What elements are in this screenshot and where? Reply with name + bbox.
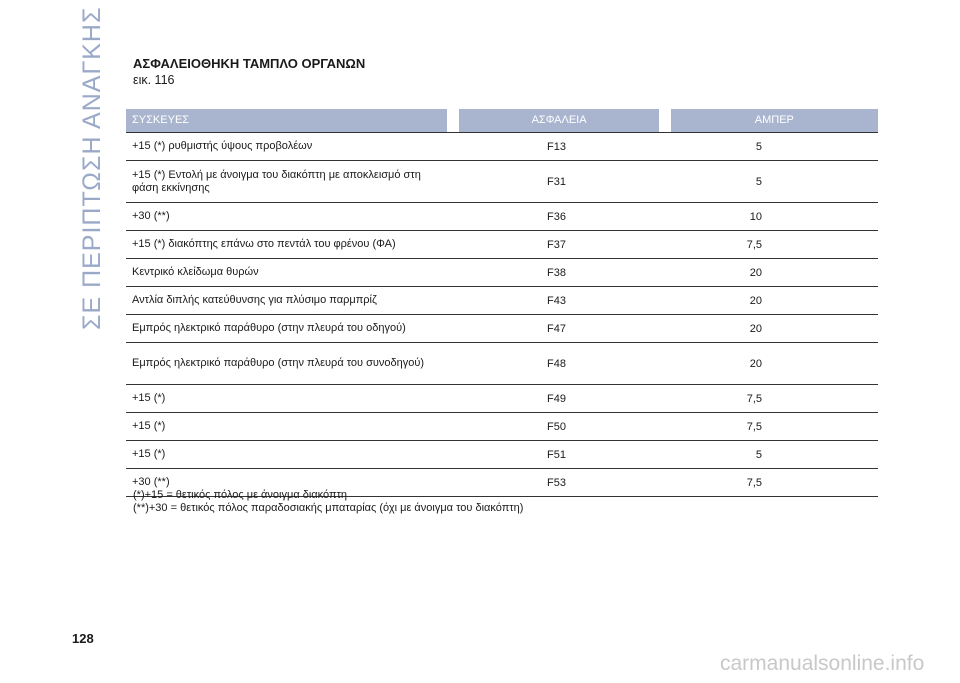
device-cell: +15 (*) (132, 448, 166, 460)
device-cell: Εμπρός ηλεκτρικό παράθυρο (στην πλευρά του συνοδηγού) (132, 357, 425, 369)
watermark: carmanualsonline.info (720, 652, 925, 675)
table-header (126, 109, 878, 132)
header-devices: ΣΥΣΚΕΥΕΣ (126, 109, 447, 132)
table-row (126, 385, 878, 413)
header-amp: ΑΜΠΕΡ (671, 109, 878, 132)
page-number: 128 (72, 631, 94, 646)
fuse-table (126, 109, 878, 497)
header-gap (447, 109, 459, 132)
table-row (126, 343, 878, 385)
table-row (126, 203, 878, 231)
fuse-cell: F31 (547, 175, 566, 188)
table-row (126, 161, 878, 203)
fuse-cell: F43 (547, 294, 566, 307)
footnotes (133, 489, 523, 515)
fuse-cell: F37 (547, 238, 566, 251)
chapter-side-title: ΣΕ ΠΕΡΙΠΤΩΣΗ ΑΝΑΓΚΗΣ (78, 6, 106, 330)
table-row (126, 259, 878, 287)
amp-cell: 10 (749, 210, 762, 223)
fuse-cell: F50 (547, 420, 566, 433)
figure-reference: εικ. 116 (133, 73, 175, 87)
fuse-cell: F47 (547, 322, 566, 335)
amp-cell: 7,5 (746, 476, 762, 489)
fuse-cell: F36 (547, 210, 566, 223)
table-row (126, 315, 878, 343)
device-cell: +30 (**) (132, 210, 170, 222)
device-cell: +15 (*) ρυθμιστής ύψους προβολέων (132, 140, 313, 152)
table-row (126, 231, 878, 259)
amp-cell: 7,5 (746, 238, 762, 251)
amp-cell: 20 (749, 322, 762, 335)
fuse-cell: F51 (547, 448, 566, 461)
amp-cell: 20 (749, 294, 762, 307)
device-cell: Αντλία διπλής κατεύθυνσης για πλύσιμο παρμπρίζ (132, 294, 377, 306)
fuse-cell: F38 (547, 266, 566, 279)
amp-cell: 5 (755, 175, 762, 188)
device-cell: +30 (**) (132, 476, 170, 488)
fuse-cell: F13 (547, 140, 566, 153)
fuse-cell: F49 (547, 392, 566, 405)
device-cell: Εμπρός ηλεκτρικό παράθυρο (στην πλευρά του οδηγού) (132, 322, 406, 334)
fuse-cell: F53 (547, 476, 566, 489)
device-cell: Κεντρικό κλείδωμα θυρών (132, 266, 259, 278)
device-cell: +15 (*) Εντολή με άνοιγμα του διακόπτη με αποκλεισμό στη φάση εκκίνησης (132, 168, 421, 194)
header-fuse: ΑΣΦΑΛΕΙΑ (459, 109, 658, 132)
table-row (126, 441, 878, 469)
table-row (126, 132, 878, 161)
table-row (126, 287, 878, 315)
amp-cell: 20 (749, 357, 762, 370)
fuse-cell: F48 (547, 357, 566, 370)
amp-cell: 5 (755, 140, 762, 153)
amp-cell: 7,5 (746, 420, 762, 433)
amp-cell: 7,5 (746, 392, 762, 405)
footnote: (**)+30 = θετικός πόλος παραδοσιακής μπαταρίας (όχι με άνοιγμα του διακόπτη) (133, 502, 524, 514)
amp-cell: 20 (749, 266, 762, 279)
table-row (126, 413, 878, 441)
table-body (126, 132, 878, 497)
device-cell: +15 (*) (132, 420, 166, 432)
footnote: (*)+15 = θετικός πόλος με άνοιγμα διακόπτη (133, 489, 348, 501)
header-gap (659, 109, 671, 132)
amp-cell: 5 (755, 448, 762, 461)
device-cell: +15 (*) (132, 392, 166, 404)
device-cell: +15 (*) διακόπτης επάνω στο πεντάλ του φρένου (ΦΑ) (132, 238, 396, 250)
page-title: ΑΣΦΑΛΕΙΟΘΗΚΗ ΤΑΜΠΛΟ ΟΡΓΑΝΩΝ (133, 56, 366, 71)
